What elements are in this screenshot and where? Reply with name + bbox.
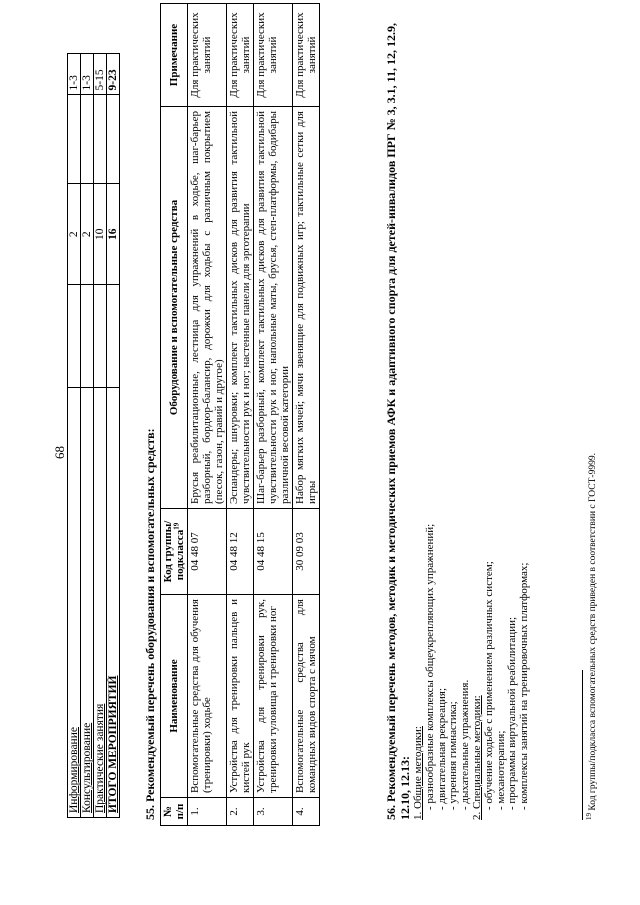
summary-cell: 1-3 (68, 54, 81, 95)
summary-label: Информирование (68, 388, 81, 818)
row-note: Для практических занятий (227, 4, 254, 107)
header-code-text: Код группы/ подкласса (162, 520, 186, 583)
summary-cell (68, 285, 81, 388)
footnote (584, 453, 598, 820)
row-name: Устройства для тренировки рук, тренировки туловища и тренировки ног (254, 595, 293, 798)
summary-table (67, 53, 120, 818)
row-note: Для практических занятий (293, 4, 320, 107)
summary-cell (94, 285, 107, 388)
methods-lists (413, 20, 531, 820)
row-equipment: Набор мягких мячей; мячи звенящие для подвижных игр; тактильные сетки для игры (293, 107, 320, 509)
footnote-mark: 19 (584, 813, 593, 820)
list-item: - обучение ходьбе с применением различных систем; (484, 20, 496, 810)
summary-total-row (107, 54, 120, 818)
summary-cell: 16 (107, 184, 120, 285)
table-row (227, 4, 254, 826)
header-name: Наименование (161, 595, 188, 798)
section-56-heading: 56. Рекомендуемый перечень методов, методик и методических приемов АФК и адаптивного спорта для детей-инвалидов ПРГ № 3, 3.1, 11, 12, 12.9, 12.10, 12.13: (384, 23, 412, 820)
summary-cell (81, 95, 94, 184)
row-equipment: Шаг-барьер разборный, комплект тактильных дисков для развития тактильной чувствительности рук и ног, напольные маты, брусья, степ-платформы, бодибары различной весовой категории (254, 107, 293, 509)
list-item: - дыхательные упражнения. (460, 20, 472, 810)
row-num: 1. (188, 798, 227, 826)
list-item: - механотерапия; (496, 20, 508, 810)
row-num: 3. (254, 798, 293, 826)
header-note: Примечание (161, 4, 188, 107)
summary-label: Практические занятия (94, 388, 107, 818)
row-name: Вспомогательные средства для командных видов спорта с мячом (293, 595, 320, 798)
summary-row (81, 54, 94, 818)
summary-cell: 10 (94, 184, 107, 285)
summary-cell: 2 (68, 184, 81, 285)
row-code: 04 48 07 (188, 509, 227, 595)
row-equipment: Брусья реабилитационные, лестница для упражнений в ходьбе, шаг-барьер разборный, бордюр-балансир, дорожки для ходьбы с различным покрытием (песок, газон, гравий и другое) (188, 107, 227, 509)
equipment-table (160, 3, 320, 826)
summary-row (68, 54, 81, 818)
summary-cell: 1-3 (81, 54, 94, 95)
summary-row (94, 54, 107, 818)
row-code: 30 09 03 (293, 509, 320, 595)
page-number: 68 (52, 446, 67, 459)
general-methods-list (425, 20, 472, 820)
table-row (254, 4, 293, 826)
summary-label: ИТОГО МЕРОПРИЯТИЙ (107, 388, 120, 818)
list-item: - двигательная рекреация; (437, 20, 449, 810)
summary-cell (68, 95, 81, 184)
row-num: 4. (293, 798, 320, 826)
list-item: - программы виртуальной реабилитации; (507, 20, 519, 810)
table-row (293, 4, 320, 826)
footnote-text: Код группы/подкласса вспомогательных средств приведен в соответствии с ГОСТ-9999. (588, 453, 598, 811)
row-name: Вспомогательные средства для обучения (тренировки) ходьбе (188, 595, 227, 798)
section-55-heading: 55. Рекомендуемый перечень оборудования и вспомогательных средств: (143, 428, 157, 820)
table-row (188, 4, 227, 826)
special-methods-heading: 2. Специальные методики: (470, 695, 483, 820)
row-name: Устройства для тренировки пальцев и кистей рук (227, 595, 254, 798)
row-note: Для практических занятий (188, 4, 227, 107)
summary-cell (107, 95, 120, 184)
summary-cell: 5-15 (94, 54, 107, 95)
header-code (161, 509, 188, 595)
summary-cell (107, 285, 120, 388)
summary-cell (81, 285, 94, 388)
list-item: - комплексы занятий на тренировочных платформах; (519, 20, 531, 810)
special-methods-list (484, 20, 531, 820)
header-equipment: Оборудование и вспомогательные средства (161, 107, 188, 509)
row-num: 2. (227, 798, 254, 826)
summary-cell: 9-23 (107, 54, 120, 95)
general-methods-heading: 1. Общие методики: (412, 726, 424, 820)
summary-label: Консультирование (81, 388, 94, 818)
footnote-divider (582, 670, 583, 820)
row-note: Для практических занятий (254, 4, 293, 107)
footnote-ref: 19 (172, 522, 181, 530)
list-item: - утренняя гимнастика; (448, 20, 460, 810)
summary-cell: 2 (81, 184, 94, 285)
header-num: № п/п (161, 798, 188, 826)
equipment-header-row (161, 4, 188, 826)
row-equipment: Эспандеры; шнуровки; комплект тактильных дисков для развития тактильной чувствительности рук и ног; настенные панели для эрготерапии (227, 107, 254, 509)
summary-cell (94, 95, 107, 184)
row-code: 04 48 12 (227, 509, 254, 595)
list-item: - разнообразные комплексы общеукрепляющих упражнений; (425, 20, 437, 810)
row-code: 04 48 15 (254, 509, 293, 595)
